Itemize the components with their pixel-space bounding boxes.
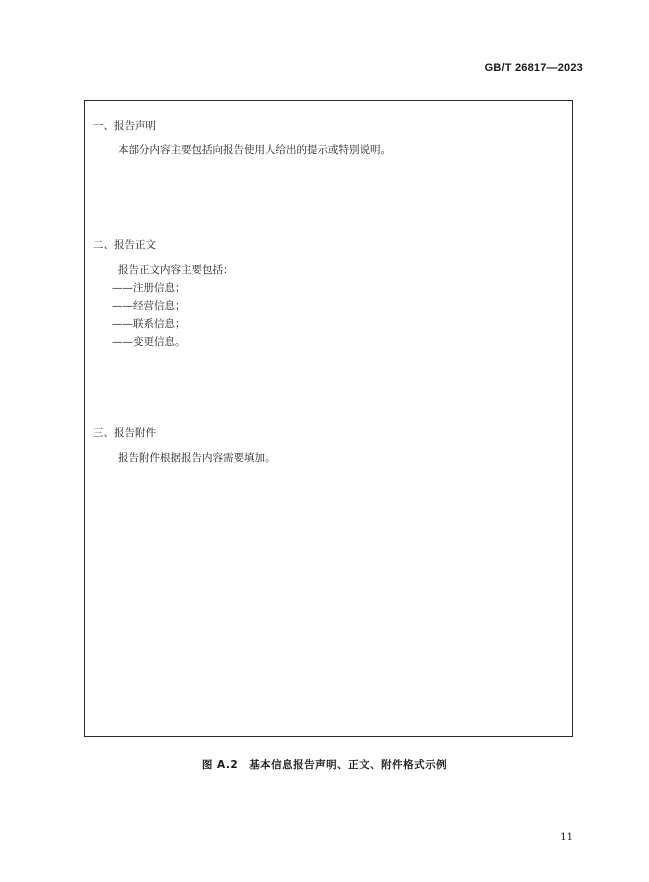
section-heading-attachments: 三、报告附件 bbox=[93, 427, 156, 439]
list-item: ——经营信息； bbox=[112, 300, 186, 312]
section-text-declaration: 本部分内容主要包括向报告使用人给出的提示或特别说明。 bbox=[118, 144, 391, 156]
section-heading-declaration: 一、报告声明 bbox=[93, 120, 156, 132]
standard-code: GB/T 26817—2023 bbox=[484, 62, 583, 74]
section-heading-body: 二、报告正文 bbox=[93, 239, 156, 251]
page-number: 11 bbox=[560, 832, 573, 843]
figure-caption: 图 A.2 基本信息报告声明、正文、附件格式示例 bbox=[201, 759, 448, 771]
section-text-attachments: 报告附件根据报告内容需要填加。 bbox=[118, 452, 276, 464]
section-text-body: 报告正文内容主要包括： bbox=[118, 264, 234, 276]
list-item: ——联系信息； bbox=[112, 318, 186, 330]
form-frame bbox=[84, 100, 573, 737]
list-item: ——变更信息。 bbox=[112, 336, 186, 348]
list-item: ——注册信息； bbox=[112, 282, 186, 294]
